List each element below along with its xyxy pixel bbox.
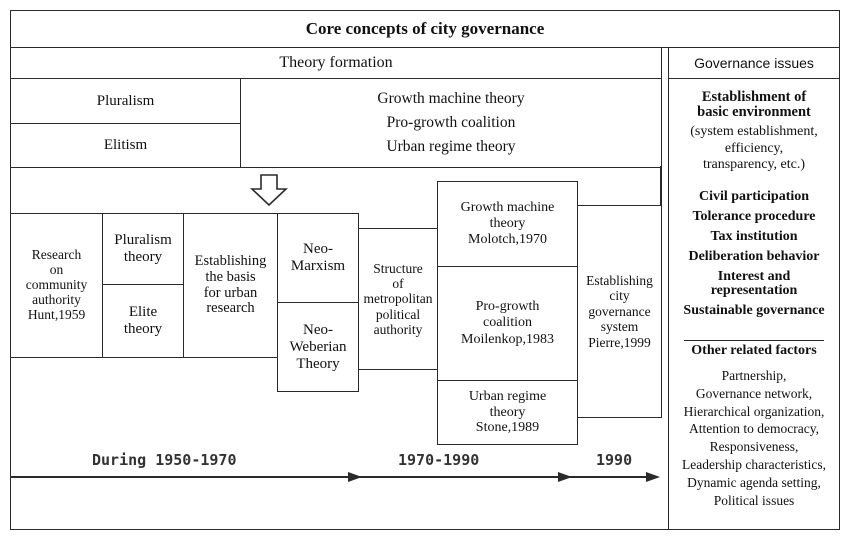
tax-institution-item: Tax institution xyxy=(710,229,798,244)
interest-representation-item: Interest and representation xyxy=(710,269,798,298)
factor-item: Partnership, xyxy=(721,368,787,383)
growth-machine-box xyxy=(437,181,578,267)
down-arrow-icon xyxy=(250,174,288,206)
title-text: Core concepts of city governance xyxy=(305,19,545,38)
theory-formation-label: Theory formation xyxy=(279,54,393,71)
research-box xyxy=(10,213,103,358)
pluralism-cell xyxy=(10,78,241,124)
other-factors-title: Other related factors xyxy=(691,343,817,358)
elitism-label: Elitism xyxy=(103,137,148,153)
research-label: Research on community authority Hunt,1959 xyxy=(25,247,88,322)
basis-box xyxy=(183,213,278,358)
governance-bold-list xyxy=(668,187,840,321)
period-1950-1970: During 1950-1970 xyxy=(92,451,237,469)
growth-machine-item: Growth machine theory xyxy=(377,90,525,107)
governance-header xyxy=(668,47,840,79)
governance-divider xyxy=(684,340,824,341)
pluralism-theory-label: Pluralism theory xyxy=(114,232,172,265)
urban-regime-item: Urban regime theory xyxy=(386,138,516,155)
basis-label: Establishing the basis for urban research xyxy=(194,253,267,317)
neo-marxism-label: Neo- Marxism xyxy=(290,241,346,274)
timeline-arrow xyxy=(10,470,670,484)
other-factors-list xyxy=(668,367,840,509)
pro-growth-label: Pro-growth coalition Moilenkop,1983 xyxy=(461,299,554,347)
period-1990: 1990 xyxy=(596,451,633,469)
pro-growth-item: Pro-growth coalition xyxy=(386,114,516,131)
elitism-cell xyxy=(10,123,241,168)
factor-item: Attention to democracy, xyxy=(689,421,819,437)
establishing-city-box xyxy=(577,205,662,418)
theory-formation-header xyxy=(10,47,662,79)
factor-item: Responsiveness, xyxy=(709,439,799,455)
neo-marxism-box xyxy=(277,213,359,303)
deliberation-behavior-item: Deliberation behavior xyxy=(688,249,820,264)
establishment-detail: (system establishment, efficiency, transparency, etc.) xyxy=(690,124,818,173)
establishment-title: Establishment of basic environment xyxy=(697,89,811,120)
factor-item: Leadership characteristics, xyxy=(682,456,826,472)
governance-header-label: Governance issues xyxy=(694,55,814,71)
factor-item: Political issues xyxy=(713,492,795,508)
civil-participation-item: Civil participation xyxy=(698,189,810,204)
pluralism-theory-box xyxy=(102,213,184,285)
neo-weberian-box xyxy=(277,302,359,392)
period-1970-1990: 1970-1990 xyxy=(398,451,480,469)
elite-theory-box xyxy=(102,284,184,358)
neo-weberian-label: Neo- Weberian Theory xyxy=(289,321,347,372)
factor-item: Hierarchical organization, xyxy=(683,403,825,419)
growth-theories-cell xyxy=(240,78,662,168)
growth-machine-label: Growth machine theory Molotch,1970 xyxy=(460,199,555,248)
pro-growth-box xyxy=(437,266,578,381)
establishing-city-label: Establishing city governance system Pierre,1999 xyxy=(586,272,653,350)
structure-label: Structure of metropolitan political authority xyxy=(363,261,433,337)
urban-regime-label: Urban regime theory Stone,1989 xyxy=(468,388,547,436)
pluralism-label: Pluralism xyxy=(96,92,155,109)
factor-item: Governance network, xyxy=(695,385,813,401)
urban-regime-box xyxy=(437,380,578,445)
sustainable-governance-item: Sustainable governance xyxy=(683,303,825,318)
diagram-title xyxy=(10,10,840,48)
elite-theory-label: Elite theory xyxy=(123,304,163,337)
factor-item: Dynamic agenda setting, xyxy=(687,474,821,490)
tolerance-procedure-item: Tolerance procedure xyxy=(692,209,816,224)
structure-box xyxy=(358,228,438,370)
